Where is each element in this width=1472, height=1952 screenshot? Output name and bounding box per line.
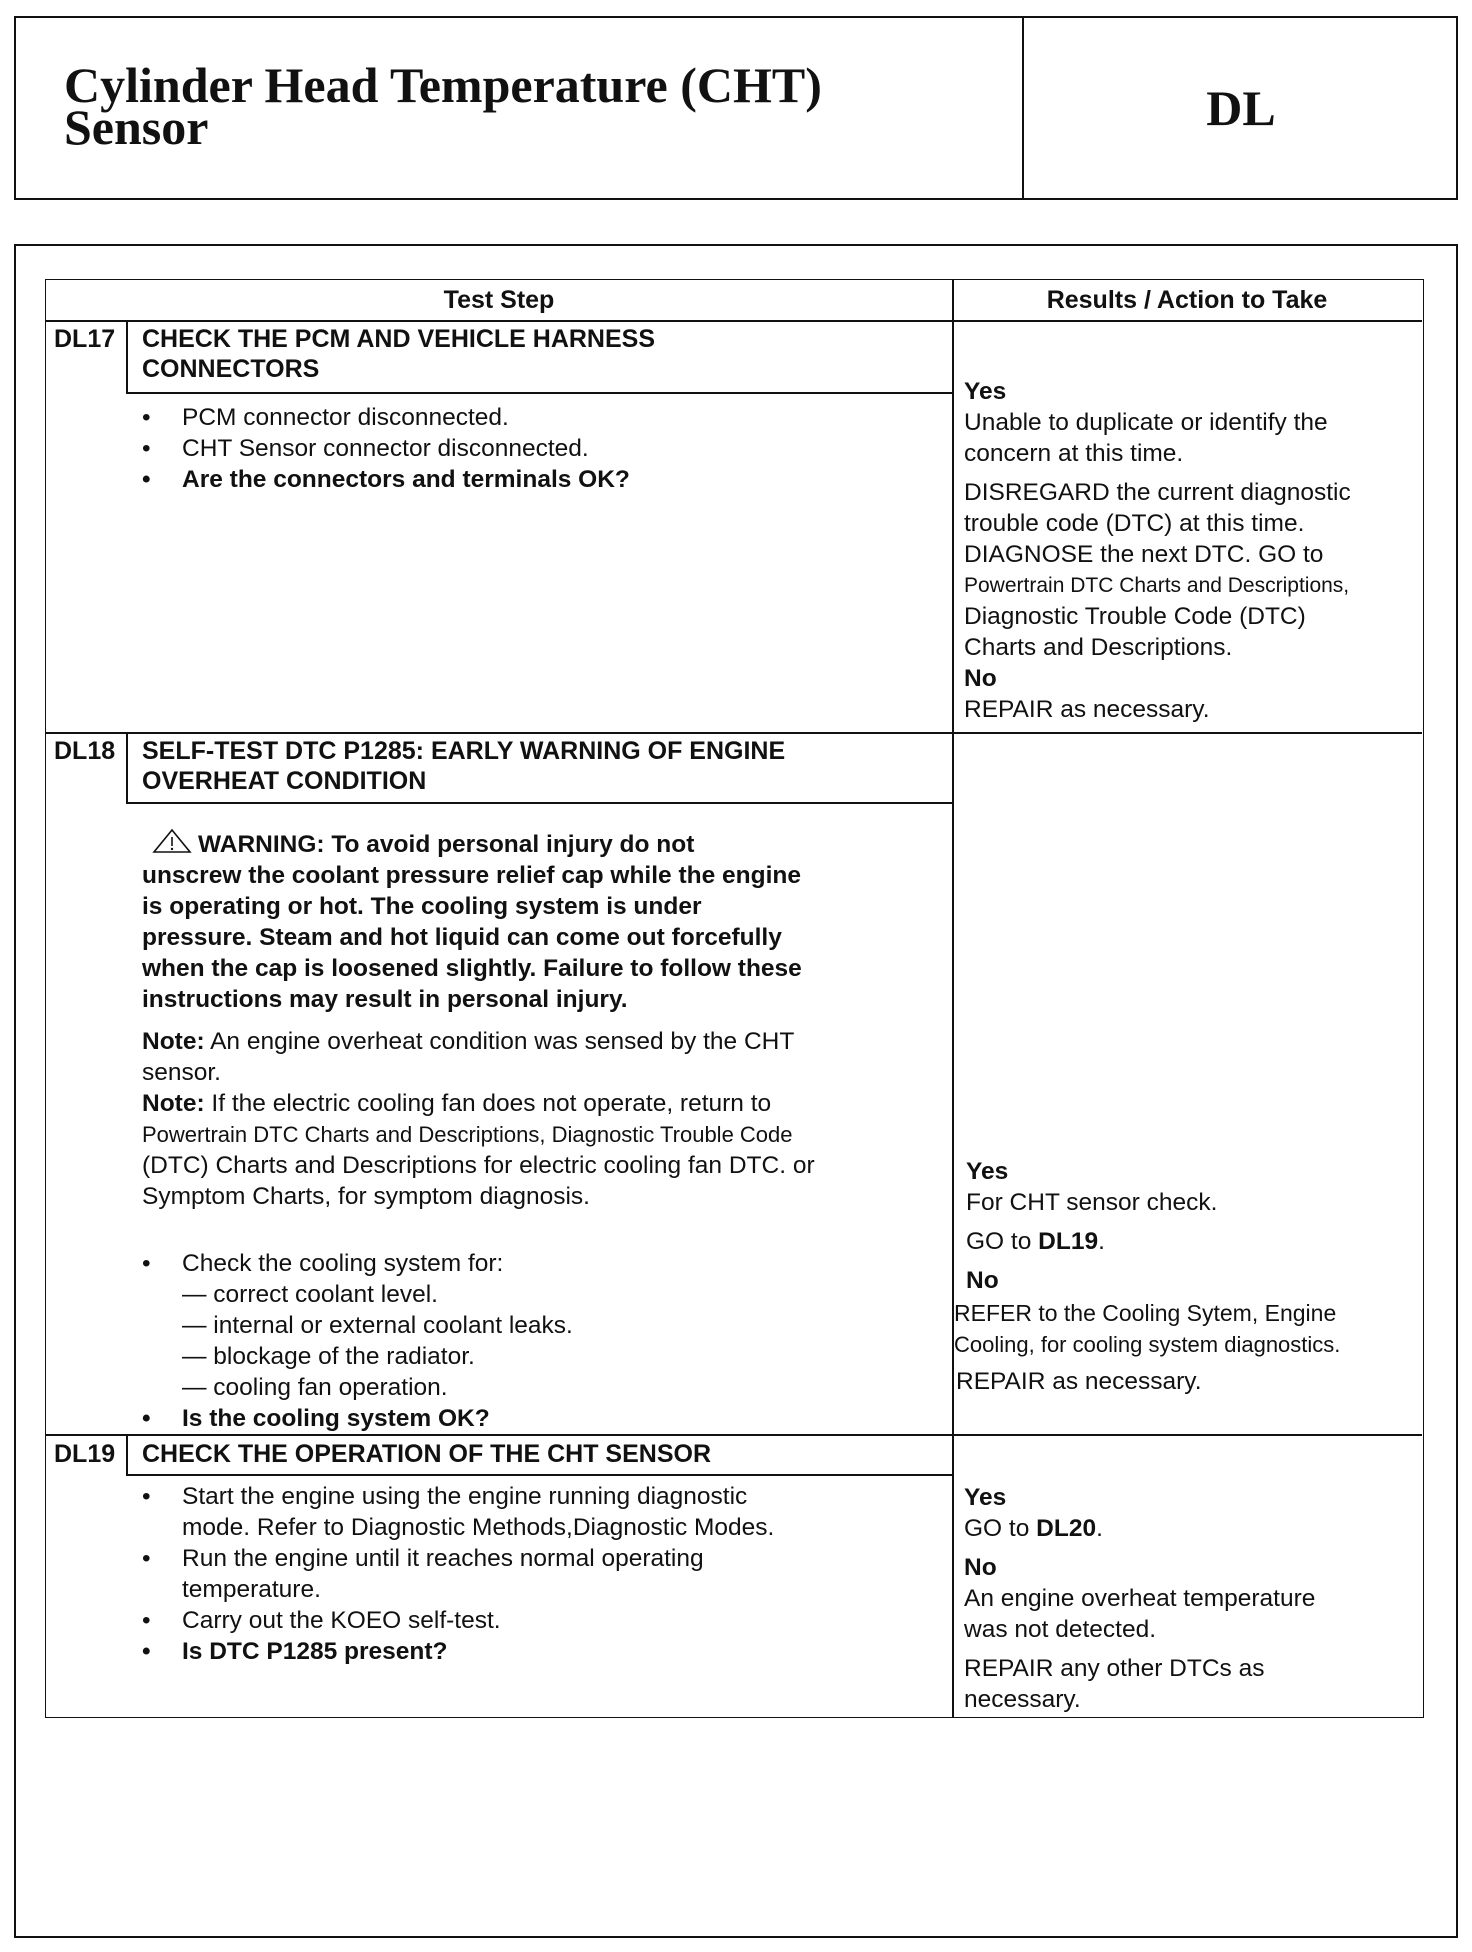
dl18-yes-line: For CHT sensor check.: [966, 1189, 1218, 1216]
list-item-text: mode. Refer to Diagnostic Methods,Diagnostic Modes.: [182, 1514, 775, 1541]
page-title-line1: Cylinder Head Temperature (CHT): [64, 57, 822, 113]
dl19-step-title: CHECK THE OPERATION OF THE CHT SENSOR: [142, 1440, 712, 1468]
warning-line: unscrew the coolant pressure relief cap while the engine: [142, 862, 801, 889]
dl17-yes-line: Diagnostic Trouble Code (DTC): [964, 603, 1306, 630]
dl18-no-line: Cooling, for cooling system diagnostics.: [954, 1332, 1341, 1357]
list-item: • CHT Sensor connector disconnected.: [142, 435, 589, 462]
dl18-step-id: DL18: [54, 737, 116, 765]
dl18-checklist: [142, 1248, 573, 1434]
dl18-title-line1: SELF-TEST DTC P1285: EARLY WARNING OF ENGINE: [142, 737, 786, 765]
dl18-id-divider: [126, 732, 128, 802]
goto-suffix: .: [1096, 1515, 1103, 1542]
warning-line: WARNING: To avoid personal injury do not: [198, 831, 695, 858]
dl17-yes-line: concern at this time.: [964, 440, 1184, 467]
dl19-bullets: [142, 1481, 774, 1667]
list-item-text: PCM connector disconnected.: [182, 404, 509, 431]
list-item-text: CHT Sensor connector disconnected.: [182, 435, 589, 462]
dl17-title-line2: CONNECTORS: [142, 355, 320, 383]
dl17-results: [964, 376, 1351, 725]
list-item: • Is DTC P1285 present?: [142, 1638, 448, 1665]
dl18-yes-label: Yes: [966, 1158, 1009, 1185]
dl17-step-id: DL17: [54, 325, 116, 353]
list-item: • Check the cooling system for:: [142, 1250, 504, 1277]
goto-target: DL20: [1036, 1515, 1097, 1542]
list-item-text: temperature.: [182, 1576, 321, 1603]
dl17-title-line1: CHECK THE PCM AND VEHICLE HARNESS: [142, 325, 656, 353]
list-item: • Run the engine until it reaches normal operating: [142, 1545, 704, 1572]
dl19-question: Is DTC P1285 present?: [182, 1638, 448, 1665]
diagnostic-table: [45, 279, 1424, 1718]
note-text: Powertrain DTC Charts and Descriptions, Diagnostic Trouble Code: [142, 1122, 793, 1147]
dl17-yes-line: DIAGNOSE the next DTC. GO to: [964, 541, 1324, 568]
goto-target: DL19: [1038, 1228, 1099, 1255]
list-item: — internal or external coolant leaks.: [182, 1312, 573, 1339]
goto-prefix: GO to: [966, 1228, 1039, 1255]
list-item: — blockage of the radiator.: [182, 1343, 475, 1370]
note-text: If the electric cooling fan does not operate, return to: [204, 1090, 772, 1117]
note-2: [142, 1088, 815, 1119]
column-divider: [952, 280, 954, 1717]
dl18-step-title: [142, 736, 785, 796]
list-item-text: Carry out the KOEO self-test.: [182, 1607, 501, 1634]
dl18-no-label: No: [966, 1267, 999, 1294]
dl17-row-divider: [46, 732, 1422, 734]
list-item: • Start the engine using the engine running diagnostic: [142, 1483, 748, 1510]
warning-triangle-icon: [152, 828, 192, 854]
section-code: DL: [1206, 80, 1276, 136]
list-item: — cooling fan operation.: [182, 1374, 448, 1401]
dl17-yes-line: Powertrain DTC Charts and Descriptions,: [964, 574, 1350, 597]
note-label: Note:: [142, 1090, 205, 1117]
dl19-id-divider: [126, 1434, 128, 1474]
warning-line: pressure. Steam and hot liquid can come out forcefully: [142, 924, 782, 951]
dl18-goto: [966, 1226, 1217, 1257]
dl19-yes-label: Yes: [964, 1484, 1007, 1511]
dl17-title-divider: [126, 392, 952, 394]
dl19-goto: [964, 1513, 1315, 1544]
list-item-text: Run the engine until it reaches normal operating: [182, 1545, 704, 1572]
dl19-no-line: An engine overheat temperature: [964, 1585, 1316, 1612]
note-label: Note:: [142, 1028, 205, 1055]
dl17-question: Are the connectors and terminals OK?: [182, 466, 630, 493]
dl18-no-line: REFER to the Cooling Sytem, Engine: [954, 1300, 1337, 1326]
note-text: An engine overheat condition was sensed by the CHT: [204, 1028, 795, 1055]
dl17-bullets: [142, 402, 630, 495]
dl17-yes-label: Yes: [964, 378, 1007, 405]
goto-prefix: GO to: [964, 1515, 1037, 1542]
dl18-no-lines: [954, 1298, 1340, 1397]
header-row-divider: [46, 320, 1422, 322]
dl19-no-line: was not detected.: [964, 1616, 1157, 1643]
warning-first-line: [142, 828, 802, 860]
list-item: • Carry out the KOEO self-test.: [142, 1607, 501, 1634]
warning-line: when the cap is loosened slightly. Failure to follow these: [142, 955, 802, 982]
dl19-title-divider: [126, 1474, 952, 1476]
dl17-yes-line: trouble code (DTC) at this time.: [964, 510, 1305, 537]
dl18-title-line2: OVERHEAT CONDITION: [142, 767, 427, 795]
dl18-notes: [142, 1026, 815, 1212]
dl17-no-line: REPAIR as necessary.: [964, 696, 1210, 723]
dl19-results: [964, 1482, 1315, 1715]
dl18-title-divider: [126, 802, 952, 804]
goto-suffix: .: [1098, 1228, 1105, 1255]
note-text: Symptom Charts, for symptom diagnosis.: [142, 1183, 590, 1210]
page-title-line2: Sensor: [64, 99, 209, 155]
list-item: — correct coolant level.: [182, 1281, 438, 1308]
dl17-yes-line: Unable to duplicate or identify the: [964, 409, 1328, 436]
dl17-id-divider: [126, 320, 128, 392]
page-header: [14, 16, 1458, 200]
warning-line: is operating or hot. The cooling system is under: [142, 893, 702, 920]
dl18-question: Is the cooling system OK?: [182, 1405, 490, 1432]
note-text: sensor.: [142, 1059, 221, 1086]
list-item: • Is the cooling system OK?: [142, 1405, 490, 1432]
dl17-no-label: No: [964, 665, 997, 692]
dl18-warning: [142, 828, 802, 1015]
dl17-yes-line: Charts and Descriptions.: [964, 634, 1233, 661]
note-text: (DTC) Charts and Descriptions for electric cooling fan DTC. or: [142, 1152, 815, 1179]
dl19-no-label: No: [964, 1554, 997, 1581]
dl18-no-line: REPAIR as necessary.: [956, 1368, 1202, 1395]
list-item: • Are the connectors and terminals OK?: [142, 466, 630, 493]
list-item: • PCM connector disconnected.: [142, 404, 509, 431]
page-title: [64, 57, 964, 155]
list-item-text: Check the cooling system for:: [182, 1250, 504, 1277]
dl19-no-line: necessary.: [964, 1686, 1081, 1713]
dl19-step-id: DL19: [54, 1440, 116, 1468]
col-header-results: Results / Action to Take: [1046, 286, 1328, 314]
col-header-test-step: Test Step: [443, 286, 555, 314]
dl18-results: [966, 1156, 1217, 1296]
dl17-step-title: [142, 324, 655, 384]
warning-line: instructions may result in personal injury.: [142, 986, 628, 1013]
dl18-row-divider: [46, 1434, 1422, 1436]
list-item-text: Start the engine using the engine running diagnostic: [182, 1483, 748, 1510]
note-1: [142, 1026, 815, 1057]
dl17-yes-line: DISREGARD the current diagnostic: [964, 479, 1351, 506]
dl19-no-line: REPAIR any other DTCs as: [964, 1655, 1265, 1682]
